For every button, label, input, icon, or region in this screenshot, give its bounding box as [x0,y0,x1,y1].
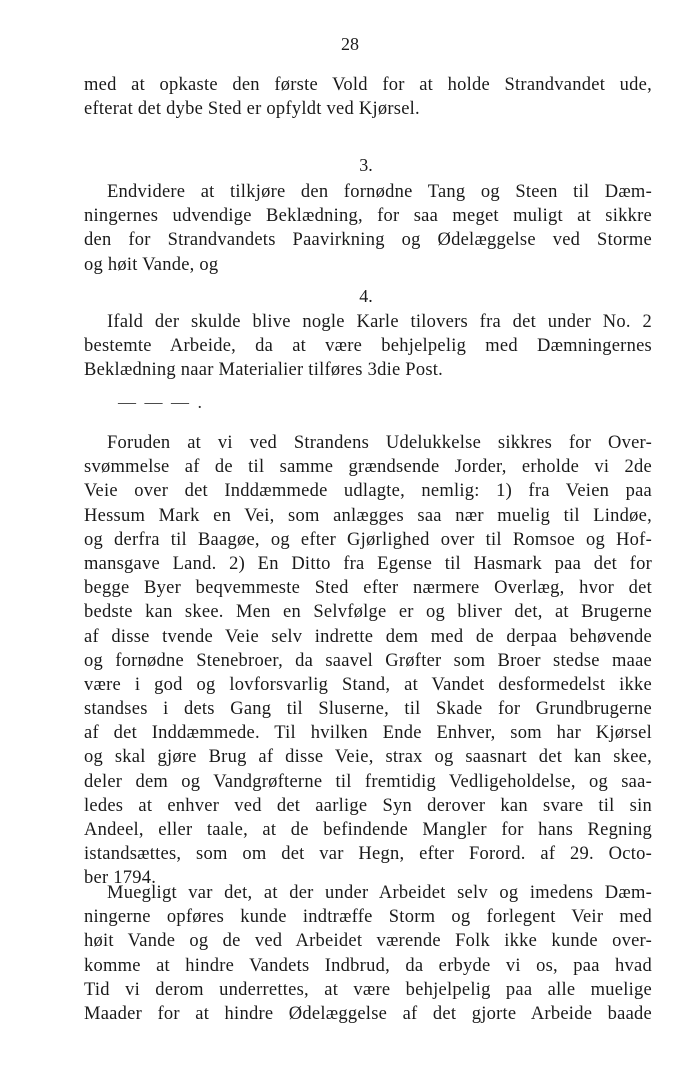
text-line: komme at hindre Vandets Indbrud, da erbyde vi os, paa hvad [84,955,652,976]
main-paragraph-2 [84,881,652,1026]
page-number: 28 [341,34,359,54]
section-3-paragraph [84,180,652,277]
text-line: den for Strandvandets Paavirkning og Ødelæggelse ved Storme [84,230,652,251]
text-line: Beklædning naar Materialier tilføres 3die Post. [84,360,444,381]
text-line: bestemte Arbeide, da at være behjelpelig med Dæmningernes [84,336,652,357]
text-line: svømmelse af de til samme grændsende Jorder, erholde vi 2de [84,457,652,478]
continuation-paragraph [84,73,652,121]
text-line: ber 1794. [84,868,157,889]
text-line: ningernes udvendige Beklædning, for saa meget muligt at sikkre [84,206,652,227]
text-line: være i god og lovforsvarlig Stand, at Vandet desformedelst ikke [84,674,652,695]
text-line: Hessum Mark en Vei, som anlægges saa nær muelig til Lindøe, [84,505,652,526]
text-line: ledes at enhver ved det aarlige Syn derover kan svare til sin [84,795,652,816]
section-number-3: 3. [359,155,373,175]
text-line: med at opkaste den første Vold for at holde Strandvandet ude, [84,75,652,95]
text-line: og fornødne Stenebroer, da saavel Grøfter som Broer stedse maae [84,650,652,671]
text-line: Foruden at vi ved Strandens Udelukkelse sikkres for Over- [107,433,652,453]
text-line: af disse tvende Veie selv indrette dem med de derpaa behøvende [84,626,652,647]
text-line: bedste kan skee. Men en Selvfølge er og bliver det, at Brugerne [84,602,652,623]
text-line: istandsættes, som om det var Hegn, efter Forord. af 29. Octo- [84,844,652,865]
text-line: Muegligt var det, at der under Arbeidet selv og imedens Dæm- [107,883,652,903]
text-line: begge Byer beqvemmeste Sted efter nærmere Overlæg, hvor det [84,578,652,599]
text-line: Ifald der skulde blive nogle Karle tilovers fra det under No. 2 [107,312,652,332]
text-line: af det Inddæmmede. Til hvilken Ende Enhver, som har Kjørsel [84,723,652,744]
text-line: og derfra til Baagøe, og efter Gjørlighed over til Romsoe og Hof- [84,529,652,550]
text-line: deler dem og Vandgrøfterne til fremtidig Vedligeholdelse, og saa- [84,771,652,792]
text-line: efterat det dybe Sted er opfyldt ved Kjørsel. [84,99,420,120]
text-line: høit Vande og de ved Arbeidet værende Folk ikke kunde over- [84,931,652,952]
section-separator: — — — . [118,392,204,412]
text-line: og skal gjøre Brug af disse Veie, strax og saasnart det kan skee, [84,747,652,768]
text-line: Andeel, eller taale, at de befindende Mangler for hans Regning [84,820,652,840]
section-4-paragraph [84,310,652,383]
text-line: standses i dets Gang til Sluserne, til Skade for Grundbrugerne [84,699,652,720]
text-line: Maader for at hindre Ødelæggelse af det gjorte Arbeide baade [84,1003,652,1024]
text-line: Veie over det Inddæmmede udlagte, nemlig: 1) fra Veien paa [84,481,652,502]
text-line: Tid vi derom underrettes, at være behjelpelig paa alle muelige [84,979,652,1000]
text-line: ningerne opføres kunde indtræffe Storm og forlegent Veir med [84,907,652,928]
text-line: og høit Vande, og [84,254,219,275]
text-line: mansgave Land. 2) En Ditto fra Egense til Hasmark paa det for [84,553,652,574]
section-number-4: 4. [359,286,373,306]
main-paragraph-1 [84,431,652,891]
text-line: Endvidere at tilkjøre den fornødne Tang og Steen til Dæm- [107,182,652,202]
